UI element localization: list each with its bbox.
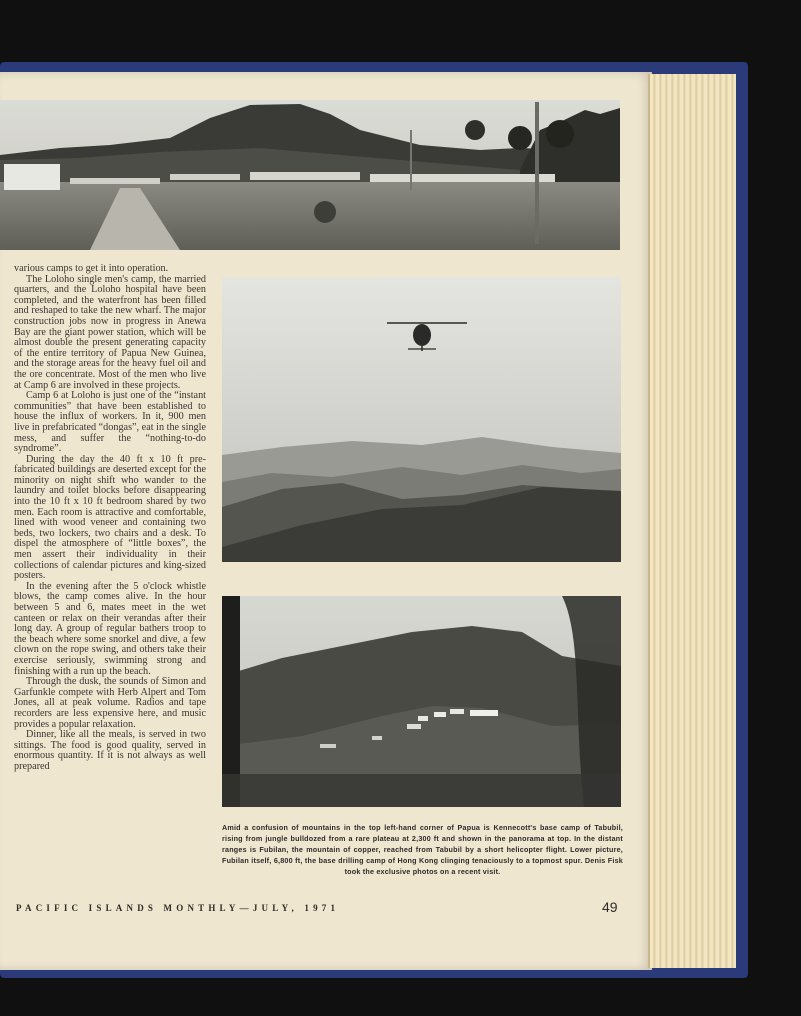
page-edges	[648, 74, 736, 968]
photo-caption: Amid a confusion of mountains in the top left-hand corner of Papua is Kennecott's base camp of Tabubil, rising from jungle bulldozed from a rare plateau at 2,300 ft and shown in the panorama at top. In the distant ranges is Fubilan, the mountain of copper, reached from Tabubil by a short helicopter flight. Lower picture, Fubilan itself, 6,800 ft, the base drilling camp of Hong Kong clinging tenaciously to a topmost spur. Denis Fisk took the exclusive photos on a recent visit.	[222, 823, 623, 876]
paragraph: Dinner, like all the meals, is served in two sittings. The food is good quality, served in enormous quantity. If it is not always as well prepared	[14, 729, 206, 772]
helicopter-photo	[222, 277, 621, 562]
paragraph: During the day the 40 ft x 10 ft pre-fabricated buildings are deserted except for the minority on night shift who wander to the laundry and toilet blocks before disappearing into the 10 ft x 10 ft bedroom shared by two men. Each room is attractive and comfortable, lined with wood veneer and containing two beds, two lockers, two chairs and a desk. To dispel the atmosphere of “little boxes”, the men assert their individuality in their collections of calendar pictures and king-sized posters.	[14, 453, 206, 582]
paragraph: Through the dusk, the sounds of Simon and Garfunkle compete with Herb Alpert and Tom Jones, all at peak volume. Radios and tape recorders are less expensive here, and music provides a popular relaxation.	[14, 676, 206, 730]
running-footer: PACIFIC ISLANDS MONTHLY—JULY, 1971	[16, 903, 340, 913]
article-body	[14, 264, 206, 773]
fubilan-camp-photo	[222, 596, 621, 807]
page-number: 49	[602, 899, 618, 915]
paragraph: Camp 6 at Loloho is just one of the “instant communities” that have been established to house the influx of workers. In it, 900 men live in prefabricated “dongas”, eat in the single mess, and suffer the “nothing-to-do syndrome”.	[14, 390, 206, 455]
panorama-photo	[0, 100, 620, 250]
paragraph: In the evening after the 5 o'clock whistle blows, the camp comes alive. In the hour between 5 and 6, mates meet in the wet canteen or relax on their verandas after their long day. A group of regular bathers troop to the beach where some snorkel and dive, a few clown on the rope swing, and others take their exercise seriously, swimming strong and finishing with a run up the beach.	[14, 580, 206, 677]
paragraph: various camps to get it into operation.	[14, 263, 169, 274]
paragraph: The Loloho single men's camp, the married quarters, and the Loloho hospital have been completed, and the waterfront has been filled and reshaped to take the new wharf. The major construction jobs now in progress in Anewa Bay are the giant power station, which will be almost double the present generating capacity of the entire territory of Papua New Guinea, and the storage areas for the heavy fuel oil and the ore concentrate. Most of the men who live at Camp 6 are involved in these projects.	[14, 273, 206, 391]
